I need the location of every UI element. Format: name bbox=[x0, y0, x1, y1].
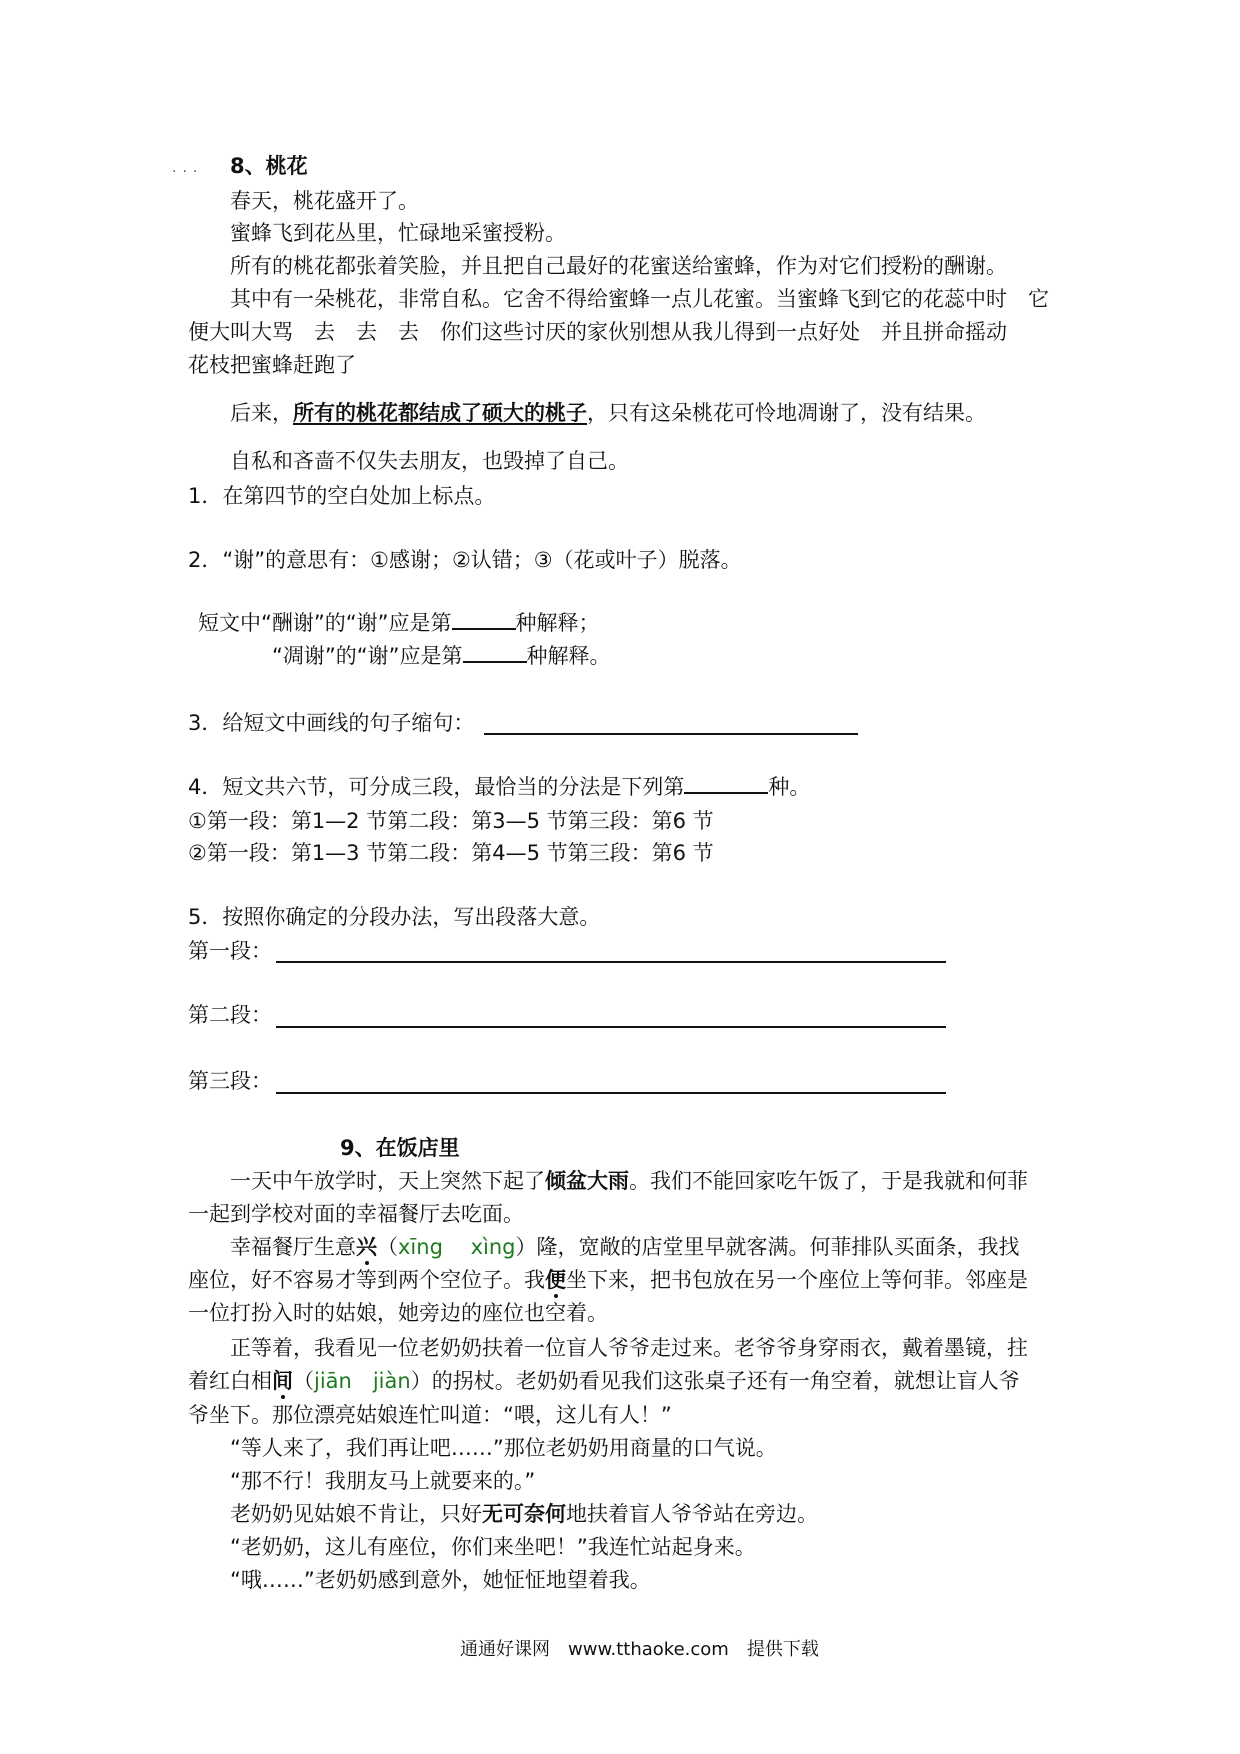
story8-paragraph-4-line-1: 其中有一朵桃花，非常自私。它舍不得给蜜蜂一点儿花蜜。当蜜蜂飞到它的花蕊中时 它 bbox=[230, 287, 1049, 311]
line-7-suffix: ）的拐杖。老奶奶看见我们这张桌子还有一角空着，就想让盲人爷 bbox=[410, 1369, 1020, 1393]
question-4-option-2: ②第一段：第1—3 节第二段：第4—5 节第三段：第6 节 bbox=[188, 841, 714, 865]
story9-line-4 bbox=[188, 1265, 1028, 1295]
decorative-dots: ... bbox=[172, 160, 204, 176]
question-2b bbox=[272, 641, 611, 671]
segment-2-answer-line[interactable] bbox=[276, 1026, 946, 1028]
story8-title: 8、桃花 bbox=[230, 154, 308, 178]
question-2b-prefix: “凋谢”的“谢”应是第 bbox=[272, 644, 463, 668]
segment-1-label: 第一段： bbox=[188, 939, 272, 963]
story8-paragraph-6: 自私和吝啬不仅失去朋友，也毁掉了自己。 bbox=[230, 449, 629, 473]
answer-line-3[interactable] bbox=[484, 733, 858, 735]
segment-2-label: 第二段： bbox=[188, 1003, 272, 1027]
bold-phrase: 倾盆大雨 bbox=[545, 1169, 629, 1193]
line-7-prefix: 着红白相 bbox=[188, 1369, 272, 1393]
answer-blank-2b[interactable] bbox=[463, 661, 527, 663]
open-paren: （ bbox=[293, 1369, 314, 1393]
paragraph-5-prefix: 后来， bbox=[230, 401, 293, 425]
question-1: 1．在第四节的空白处加上标点。 bbox=[188, 484, 496, 508]
line-11-prefix: 老奶奶见姑娘不肯让，只好 bbox=[230, 1502, 482, 1526]
story8-paragraph-3: 所有的桃花都张着笑脸，并且把自己最好的花蜜送给蜜蜂，作为对它们授粉的酬谢。 bbox=[230, 254, 1007, 278]
question-2b-suffix: 种解释。 bbox=[526, 644, 611, 668]
question-2a-prefix: 短文中“酬谢”的“谢”应是第 bbox=[198, 611, 452, 635]
bold-character: 兴 bbox=[356, 1235, 377, 1259]
story9-line-2: 一起到学校对面的幸福餐厅去吃面。 bbox=[188, 1202, 524, 1226]
line-1-prefix: 一天中午放学时，天上突然下起了 bbox=[230, 1169, 545, 1193]
story9-line-1 bbox=[230, 1166, 1028, 1196]
pinyin-options: xīng xìng bbox=[398, 1235, 516, 1259]
segment-3-label: 第三段： bbox=[188, 1069, 272, 1093]
answer-blank-2a[interactable] bbox=[452, 628, 516, 630]
question-4-option-1: ①第一段：第1—2 节第二段：第3—5 节第三段：第6 节 bbox=[188, 809, 714, 833]
story9-line-11 bbox=[230, 1499, 818, 1529]
question-4-suffix: 种。 bbox=[768, 775, 811, 799]
story9-line-9: “等人来了，我们再让吧……”那位老奶奶用商量的口气说。 bbox=[230, 1436, 777, 1460]
line-4-prefix: 座位，好不容易才等到两个空位子。我 bbox=[188, 1268, 545, 1292]
story8-paragraph-5 bbox=[230, 398, 986, 428]
story9-line-7 bbox=[188, 1366, 1020, 1396]
question-2: 2．“谢”的意思有：①感谢；②认错；③（花或叶子）脱落。 bbox=[188, 548, 742, 572]
page-footer: 通通好课网 www.tthaoke.com 提供下载 bbox=[460, 1639, 819, 1660]
story9-line-5: 一位打扮入时的姑娘，她旁边的座位也空着。 bbox=[188, 1301, 608, 1325]
story8-paragraph-4-line-3: 花枝把蜜蜂赶跑了 bbox=[188, 353, 356, 377]
question-3: 3．给短文中画线的句子缩句： bbox=[188, 711, 475, 735]
pinyin-options: jiān jiàn bbox=[314, 1369, 411, 1393]
story8-paragraph-4-line-2: 便大叫大骂 去 去 去 你们这些讨厌的家伙别想从我儿得到一点好处 并且拼命摇动 bbox=[188, 320, 1007, 344]
story9-line-3 bbox=[230, 1232, 1019, 1262]
underlined-sentence: 所有的桃花都结成了硕大的桃子 bbox=[293, 401, 587, 425]
paragraph-5-suffix: ，只有这朵桃花可怜地凋谢了，没有结果。 bbox=[587, 401, 986, 425]
segment-1-answer-line[interactable] bbox=[276, 961, 946, 963]
line-3-suffix: ）隆，宽敞的店堂里早就客满。何菲排队买面条，我找 bbox=[515, 1235, 1020, 1259]
line-11-suffix: 地扶着盲人爷爷站在旁边。 bbox=[566, 1502, 818, 1526]
bold-phrase: 无可奈何 bbox=[482, 1502, 566, 1526]
bold-character: 便 bbox=[545, 1268, 566, 1292]
question-4-prefix: 4．短文共六节，可分成三段，最恰当的分法是下列第 bbox=[188, 775, 685, 799]
open-paren: （ bbox=[377, 1235, 398, 1259]
story9-line-6: 正等着，我看见一位老奶奶扶着一位盲人爷爷走过来。老爷爷身穿雨衣，戴着墨镜，拄 bbox=[230, 1336, 1028, 1360]
story8-paragraph-1: 春天，桃花盛开了。 bbox=[230, 189, 419, 213]
story9-line-13: “哦……”老奶奶感到意外，她怔怔地望着我。 bbox=[230, 1568, 651, 1592]
story9-line-12: “老奶奶，这儿有座位，你们来坐吧！”我连忙站起身来。 bbox=[230, 1535, 756, 1559]
question-5: 5．按照你确定的分段办法，写出段落大意。 bbox=[188, 905, 601, 929]
question-2a-suffix: 种解释； bbox=[515, 611, 600, 635]
question-2a bbox=[198, 608, 600, 638]
line-4-suffix: 坐下来，把书包放在另一个座位上等何菲。邻座是 bbox=[566, 1268, 1028, 1292]
story9-title: 9、在饭店里 bbox=[340, 1136, 460, 1160]
segment-3-answer-line[interactable] bbox=[276, 1092, 946, 1094]
story9-line-8: 爷坐下。那位漂亮姑娘连忙叫道：“喂，这儿有人！” bbox=[188, 1403, 672, 1427]
story8-paragraph-2: 蜜蜂飞到花丛里，忙碌地采蜜授粉。 bbox=[230, 221, 566, 245]
line-3-prefix: 幸福餐厅生意 bbox=[230, 1235, 356, 1259]
answer-blank-4[interactable] bbox=[684, 792, 768, 794]
story9-line-10: “那不行！我朋友马上就要来的。” bbox=[230, 1469, 536, 1493]
line-1-suffix: 。我们不能回家吃午饭了，于是我就和何菲 bbox=[629, 1169, 1028, 1193]
bold-character: 间 bbox=[272, 1369, 293, 1393]
question-4 bbox=[188, 772, 810, 802]
